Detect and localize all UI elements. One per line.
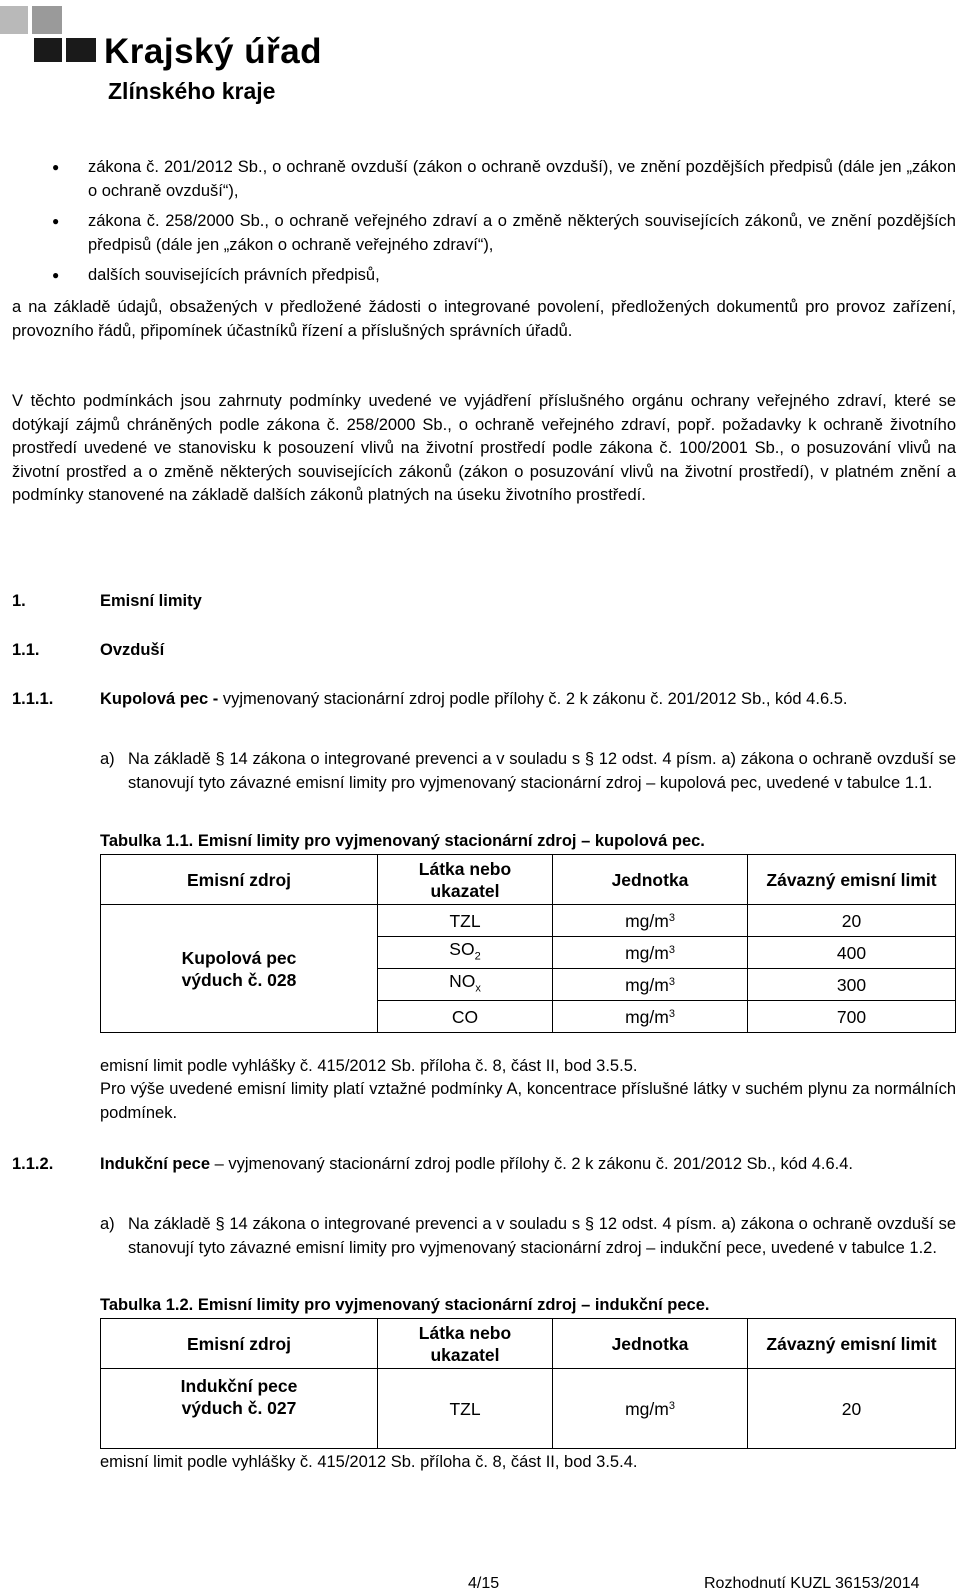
clause-label: a) [100, 1215, 115, 1233]
table-title: Tabulka 1.2. Emisní limity pro vyjmenovaný stacionární zdroj – indukční pece. [100, 1296, 710, 1314]
bullet-dot-icon: ● [52, 160, 60, 174]
table-row [101, 1369, 956, 1449]
emission-table-1 [100, 854, 956, 1033]
limit-cell: 400 [748, 937, 956, 969]
unit-cell: $mg/m^3$ [553, 1369, 748, 1449]
table-note: emisní limit podle vyhlášky č. 415/2012 Sb. příloha č. 8, část II, bod 3.5.5. [100, 1057, 638, 1075]
clause-text: Na základě § 14 zákona o integrované prevenci a v souladu s § 12 odst. 4 písm. a) zákona o ochraně ovzduší se stanovují tyto závazné emisní limity pro vyjmenovaný stacionární zdroj – kupolová pec, uvedené v tabulce 1.1. [128, 750, 956, 792]
section-number: 1.1.1. [12, 690, 54, 708]
bullet-dot-icon: ● [52, 214, 60, 228]
logo-square-gray-small [32, 6, 62, 34]
logo-square-gray-large [0, 6, 28, 34]
table-note: emisní limit podle vyhlášky č. 415/2012 Sb. příloha č. 8, část II, bod 3.5.4. [100, 1453, 638, 1471]
bullet-dot-icon: ● [52, 268, 60, 282]
clause-a [100, 748, 956, 795]
limit-cell: 700 [748, 1001, 956, 1033]
bullet-item: zákona č. 201/2012 Sb., o ochraně ovzduší (zákon o ochraně ovzduší), ve znění pozdějších předpisů (dále jen „zákon o ochraně ovzduší“), [88, 158, 956, 200]
table-header-row [101, 1319, 956, 1369]
section-title: Kupolová pec - [100, 690, 219, 708]
clause-text: Na základě § 14 zákona o integrované prevenci a v souladu s § 12 odst. 4 písm. a) zákona o ochraně ovzduší se stanovují tyto závazné emisní limity pro vyjmenovaný stacionární zdroj – indukční pece, uvedené v tabulce 1.2. [128, 1215, 956, 1257]
substance-cell: TZL [378, 1369, 553, 1449]
table-row [101, 905, 956, 937]
substance-cell: TZL [378, 905, 553, 937]
table-note-conditions: Pro výše uvedené emisní limity platí vztažné podmínky A, koncentrace příslušné látky v suchém plynu za normálních podmínek. [100, 1080, 956, 1122]
substance-cell: $NO_x$ [378, 969, 553, 1001]
paragraph-conditions: V těchto podmínkách jsou zahrnuty podmínky uvedené ve vyjádření příslušného orgánu ochrany veřejného zdraví, které se dotýkají zájmů chráněných podle zákona č. 258/2000 Sb., o ochraně veřejného zdraví, popř. požadavky k ochraně životního prostředí uvedené ve stanovisku k posouzení vlivů na životní prostředí podle zákona č. 100/2001 Sb., o posuzování vlivů na životní prostřed a o změně některých souvisejících zákonů (zákon o posuzování vlivů na životní prostředí), v platném znění a podmínky stanovené na základě dalších zákonů platných na úseku životního prostředí. [12, 392, 956, 504]
section-number: 1. [12, 592, 26, 610]
section-number: 1.1.2. [12, 1155, 54, 1173]
table-header-row [101, 855, 956, 905]
section-heading-text [100, 688, 956, 712]
document-reference: Rozhodnutí KUZL 36153/2014 [704, 1575, 920, 1592]
header-cell: Emisní zdroj [101, 1319, 378, 1369]
section-title: Ovzduší [100, 641, 165, 659]
limit-cell: 300 [748, 969, 956, 1001]
section-description: – vyjmenovaný stacionární zdroj podle přílohy č. 2 k zákonu č. 201/2012 Sb., kód 4.6.4. [210, 1155, 853, 1173]
unit-cell: $mg/m^3$ [553, 969, 748, 1001]
section-title: Indukční pece [100, 1155, 211, 1173]
header-cell: Látka nebo ukazatel [378, 855, 553, 905]
bullet-item: dalších souvisejících právních předpisů, [88, 266, 380, 284]
header-cell: Látka nebo ukazatel [378, 1319, 553, 1369]
unit-cell: $mg/m^3$ [553, 905, 748, 937]
substance-cell: CO [378, 1001, 553, 1033]
table-title: Tabulka 1.1. Emisní limity pro vyjmenovaný stacionární zdroj – kupolová pec. [100, 832, 705, 850]
limit-cell: 20 [748, 905, 956, 937]
paragraph-basis: a na základě údajů, obsažených v předložené žádosti o integrované povolení, předložených dokumentů pro provoz zařízení, provozního řádů, připomínek účastníků řízení a příslušných správních úřadů. [12, 298, 956, 340]
header-cell: Jednotka [553, 855, 748, 905]
unit-cell: $mg/m^3$ [553, 937, 748, 969]
header-cell: Závazný emisní limit [748, 855, 956, 905]
logo-title: Krajský úřad [104, 32, 323, 71]
source-cell: Kupolová pec výduch č. 028 [101, 905, 378, 1033]
header-cell: Závazný emisní limit [748, 1319, 956, 1369]
section-heading-text [100, 1153, 956, 1177]
header-cell: Emisní zdroj [101, 855, 378, 905]
bullet-item: zákona č. 258/2000 Sb., o ochraně veřejného zdraví a o změně některých souvisejících zákonů, ve znění pozdějších předpisů (dále jen „zákon o ochraně veřejného zdraví“), [88, 212, 956, 254]
clause-a [100, 1213, 956, 1260]
page-number: 4/15 [468, 1575, 500, 1592]
logo-subtitle: Zlínského kraje [108, 78, 276, 104]
clause-label: a) [100, 750, 115, 768]
logo-square-black-1 [34, 38, 62, 62]
section-number: 1.1. [12, 641, 40, 659]
emission-table-2 [100, 1318, 956, 1449]
header-cell: Jednotka [553, 1319, 748, 1369]
source-cell: Indukční pece výduch č. 027 [101, 1369, 378, 1449]
limit-cell: 20 [748, 1369, 956, 1449]
section-description: vyjmenovaný stacionární zdroj podle přílohy č. 2 k zákonu č. 201/2012 Sb., kód 4.6.5. [218, 690, 848, 708]
unit-cell: $mg/m^3$ [553, 1001, 748, 1033]
logo-square-black-2 [66, 38, 96, 62]
substance-cell: $SO_2$ [378, 937, 553, 969]
section-title: Emisní limity [100, 592, 202, 610]
